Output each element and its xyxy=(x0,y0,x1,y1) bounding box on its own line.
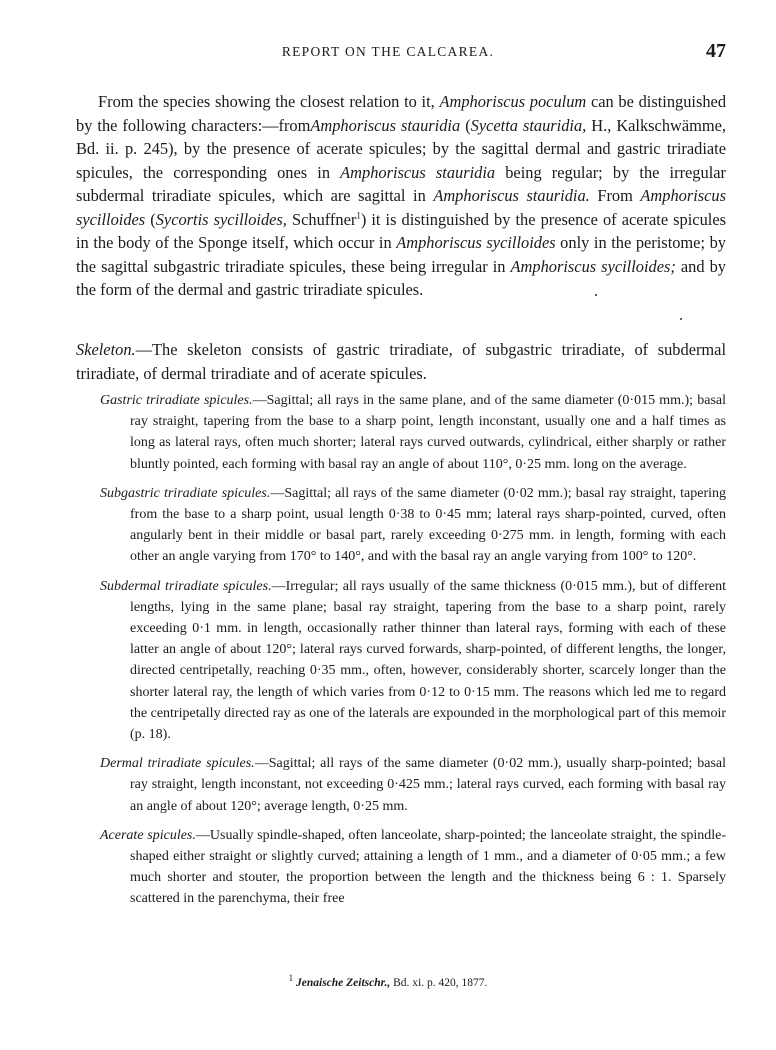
section-label: Skeleton. xyxy=(76,340,136,359)
print-speck xyxy=(680,318,682,320)
paragraph-skeleton xyxy=(76,338,726,385)
species-name: Amphoriscus sycilloides xyxy=(76,186,727,229)
species-name: Amphoriscus stauridia. xyxy=(433,186,590,205)
spicule-name: Gastric triradiate spicules. xyxy=(100,393,253,408)
species-name: Sycortis sycilloides, xyxy=(155,209,287,229)
spicule-description: —Sagittal; all rays of the same diameter (0·02 mm.); basal ray straight, tapering from the base to a sharp point, usual length 0·38 to 0·45 mm; lateral rays sharp-pointed, curved, often angularly bent in their middle or basal part, rarely exceeding 0·275 mm. in length, forming with each other an angle varying from 170° to 140°, and with the basal ray an angle varying from 100° to 120°. xyxy=(130,485,726,565)
spicule-description: —Sagittal; all rays of the same diameter (0·02 mm.), usually sharp-pointed; basal ray straight, length inconstant, not exceeding 0·425 mm.; lateral rays curved, each forming with basal ray an angle of about 120°; average length, 0·25 mm. xyxy=(130,756,727,814)
species-name: Amphoriscus sycilloides xyxy=(396,233,556,252)
spicule-entry xyxy=(100,576,726,746)
running-header xyxy=(0,40,776,68)
text-segment: only in the peristome; by the sagittal subgastric triradiate spicules, these being irregular in xyxy=(76,233,726,276)
text-segment: and by the form of the dermal and gastric triradiate spicules. xyxy=(76,256,726,299)
text-segment: being regular; by the irregular subdermal triradiate spicules, which are sagittal in xyxy=(76,162,726,205)
spicule-name: Acerate spicules. xyxy=(100,827,196,843)
spicule-description: —Sagittal; all rays in the same plane, and of the same diameter (0·015 mm.); basal ray straight, tapering from the base to a sharp point, length inconstant, usually one and a half times as long as lateral rays, often much shorter; lateral rays curved outwards, cylindrical, either sharply or rather bluntly pointed, each forming with basal ray an angle of about 110°, 0·25 mm. long on the average. xyxy=(130,393,726,472)
spicule-name: Subdermal triradiate spicules. xyxy=(100,578,272,594)
footnote xyxy=(0,973,776,989)
text-segment: can be distinguished by the following characters:—from xyxy=(76,92,727,135)
page-number: 47 xyxy=(706,40,726,62)
text-segment: —The skeleton consists of gastric triradiate, of subgastric triradiate, of subdermal triradiate, of dermal triradiate and of acerate spicules. xyxy=(76,340,726,383)
footnote-marker: 1 xyxy=(288,973,294,984)
spicule-name: Subgastric triradiate spicules. xyxy=(100,485,271,501)
text-segment: H., Kalkschwämme, Bd. ii. p. 245), by the presence of acerate spicules; by the sagittal dermal and gastric triradiate spicules, the corresponding ones in xyxy=(76,115,727,182)
header-title: REPORT ON THE CALCAREA. xyxy=(281,44,495,59)
spicule-entry xyxy=(100,825,726,910)
species-name: Sycetta stauridia, xyxy=(470,115,587,135)
footnote-marker: 1 xyxy=(356,210,361,221)
footnote-reference: Bd. xi. p. 420, 1877. xyxy=(390,977,488,989)
spicule-description: —Usually spindle-shaped, often lanceolate, sharp-pointed; the lanceolate straight, the spindle-shaped either straight or slightly curved; attaining a length of 1 mm., and a diameter of 0·05 mm.; a few much shorter and stouter, the proportion between the length and the thickness being 6 : 1. Sparsely scattered in the parenchyma, their free xyxy=(130,827,727,907)
print-speck xyxy=(595,294,597,296)
footnote-journal: Jenaische Zeitschr., xyxy=(296,977,391,989)
spicule-entry xyxy=(100,753,726,817)
spicule-entry xyxy=(100,390,726,475)
spicule-description: —Irregular; all rays usually of the same thickness (0·015 mm.), but of different lengths, lying in the same plane; basal ray straight, tapering from the base to a sharp point, rarely exceeding 0·1 mm. in length, occasionally rather thinner than lateral rays, forming with each of these latter an angle of about 120°; lateral rays curved forwards, sharp-pointed, of different lengths, the longer, directed centripetally, reaching 0·35 mm., often, however, considerably shorter, scarcely longer than the shorter lateral ray, the length of which varies from 0·12 to 0·15 mm. The reasons which led me to regard the centripetally directed ray as one of the laterals are expounded in the morphological part of this memoir (p. 18). xyxy=(130,578,726,743)
paragraph-species-comparison xyxy=(76,90,726,302)
text-segment: ) it is distinguished by the presence of acerate spicules in the body of the Sponge itself, which occur in xyxy=(76,209,726,252)
species-name: Amphoriscus sycilloides; xyxy=(510,256,676,276)
species-name: Amphoriscus stauridia xyxy=(310,115,461,135)
spicule-entry xyxy=(100,483,726,568)
spicule-descriptions xyxy=(100,390,726,918)
species-name: Amphoriscus poculum xyxy=(439,92,587,111)
text-segment: Schuffner xyxy=(286,209,357,229)
species-name: Amphoriscus stauridia xyxy=(340,162,496,182)
text-segment: From the species showing the closest relation to it, xyxy=(98,92,440,111)
spicule-name: Dermal triradiate spicules. xyxy=(100,756,255,772)
text-segment: From xyxy=(589,186,641,205)
text-segment: ( xyxy=(145,209,156,229)
text-segment: ( xyxy=(460,115,471,135)
